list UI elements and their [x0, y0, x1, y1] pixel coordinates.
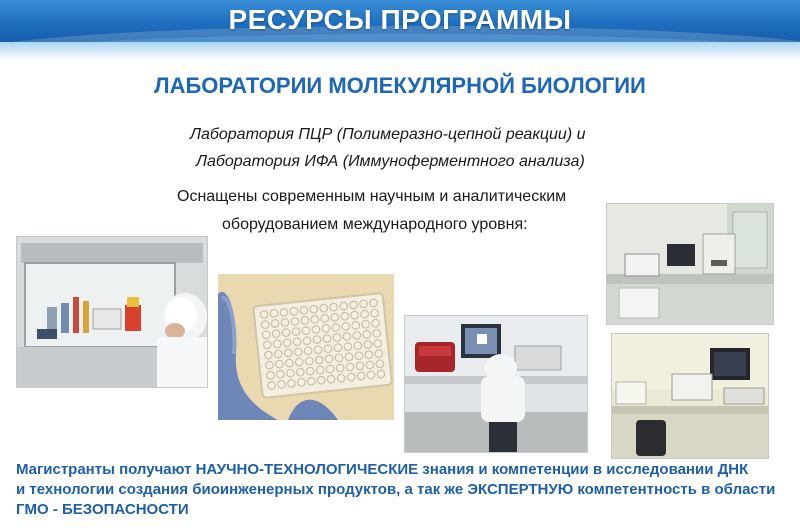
equipment-line-1: Оснащены современным научным и аналитическим — [177, 188, 567, 205]
lab-bench-photo-2 — [611, 333, 769, 459]
equipment-line-2: оборудованием международного уровня: — [222, 216, 528, 233]
header-underline — [0, 42, 800, 60]
lab-bench-photo-1 — [606, 203, 774, 325]
header-band — [0, 0, 800, 42]
section-title: ЛАБОРАТОРИИ МОЛЕКУЛЯРНОЙ БИОЛОГИИ — [154, 73, 646, 98]
footer-line-2: и технологии создания биоинженерных продуктов, а так же ЭКСПЕРТНУЮ компетентность в области — [16, 481, 776, 498]
footer-text — [16, 460, 796, 520]
lab-pcr-line: Лаборатория ПЦР (Полимеразно-цепной реакции) и — [190, 126, 586, 143]
footer-line-3: ГМО - БЕЗОПАСНОСТИ — [16, 501, 189, 518]
footer-line-1: Магистранты получают НАУЧНО-ТЕХНОЛОГИЧЕСКИЕ знания и компетенции в исследовании ДНК — [16, 461, 749, 478]
page-title: РЕСУРСЫ ПРОГРАММЫ — [228, 4, 572, 35]
lab-ifa-line: Лаборатория ИФА (Иммуноферментного анализа) — [196, 153, 585, 170]
laminar-hood-photo — [16, 236, 208, 388]
microplate-photo — [218, 274, 394, 420]
plate-reader-photo — [404, 315, 588, 453]
